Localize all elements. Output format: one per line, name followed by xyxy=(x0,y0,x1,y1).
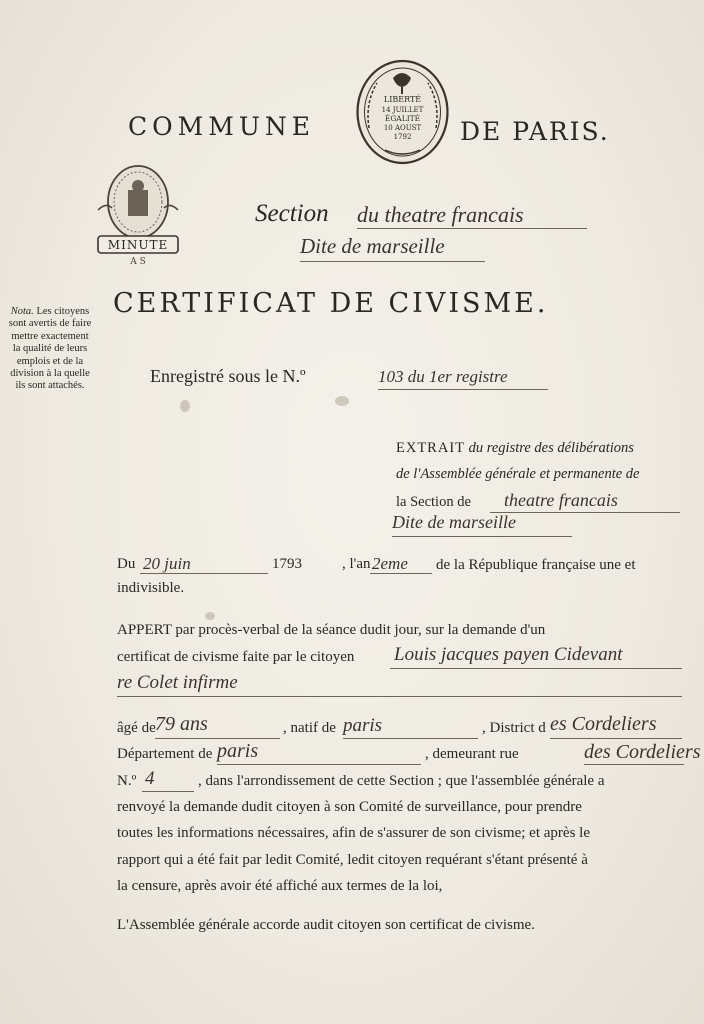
district-value: es Cordeliers xyxy=(550,713,657,735)
age-rule xyxy=(155,738,280,739)
body-appert: APPERT par procès-verbal de la séance dudit jour, sur la demande d'un xyxy=(117,622,546,638)
nota-sidebar xyxy=(8,306,92,393)
section-label: Section xyxy=(255,200,329,227)
header-de-paris: DE PARIS. xyxy=(460,117,610,146)
date-day-rule xyxy=(140,573,268,574)
date-du: Du xyxy=(117,556,136,572)
date-day-month: 20 juin xyxy=(143,554,191,573)
ink-blot xyxy=(180,400,190,412)
date-an-value: 2eme xyxy=(372,554,408,573)
svg-text:14 JUILLET: 14 JUILLET xyxy=(381,106,424,114)
svg-text:10 AOUST: 10 AOUST xyxy=(383,124,422,132)
section-dite-rule xyxy=(300,261,485,262)
extrait-line-2: de l'Assemblée générale et permanente de xyxy=(396,466,640,482)
number-label: N.º xyxy=(117,773,137,789)
extrait-line-3-label: la Section de xyxy=(396,494,471,510)
body-certif-label: certificat de civisme faite par le citoyen xyxy=(117,649,355,665)
street-value: des Cordeliers xyxy=(584,741,701,763)
body-line-11: toutes les informations nécessaires, afin de s'assurer de son civisme; et après le xyxy=(117,825,590,841)
district-rule xyxy=(550,738,682,739)
date-an-rule xyxy=(370,573,432,574)
body-line-14: L'Assemblée générale accorde audit citoyen son certificat de civisme. xyxy=(117,917,535,933)
nota-text: Les citoyens sont avertis de faire mettre exactement la qualité de leurs emplois et de la division à la quelle ils sont attachés. xyxy=(8,306,92,392)
section-dite: Dite de marseille xyxy=(300,234,445,258)
department-value: paris xyxy=(217,740,259,762)
natif-label: , natif de xyxy=(283,720,336,736)
minute-stamp-icon xyxy=(92,160,184,268)
registration-value: 103 du 1er registre xyxy=(378,367,508,386)
header-commune: COMMUNE xyxy=(128,112,316,141)
body-line-13: la censure, après avoir été affiché aux termes de la loi, xyxy=(117,878,443,894)
number-value: 4 xyxy=(145,768,155,789)
nota-lead: Nota. xyxy=(10,306,34,317)
body-line-9: , dans l'arrondissement de cette Section ; que l'assemblée générale a xyxy=(198,773,605,789)
natif-rule xyxy=(343,738,478,739)
body-line-12: rapport qui a été fait par ledit Comité, ledit citoyen requérant s'étant présenté à xyxy=(117,852,588,868)
citizen-name-rule xyxy=(390,668,682,669)
street-rule xyxy=(584,764,684,765)
registration-rule xyxy=(378,389,548,390)
district-label: , District d xyxy=(482,720,546,736)
svg-text:A S: A S xyxy=(130,257,146,267)
commune-seal-icon xyxy=(355,58,450,166)
section-name-rule xyxy=(357,228,587,229)
department-label: Département de xyxy=(117,746,213,762)
extrait-section-name: theatre francais xyxy=(504,490,618,510)
extrait-word: EXTRAIT xyxy=(396,440,466,456)
svg-text:ÉGALITÉ: ÉGALITÉ xyxy=(384,114,421,123)
ink-blot xyxy=(205,612,215,620)
svg-text:LIBERTÉ: LIBERTÉ xyxy=(383,95,422,104)
svg-text:1792: 1792 xyxy=(393,133,412,141)
date-year: 1793 xyxy=(272,556,302,572)
date-rest: de la République française une et xyxy=(436,557,636,573)
citizen-name: Louis jacques payen Cidevant xyxy=(394,644,623,665)
svg-text:MINUTE: MINUTE xyxy=(107,238,169,252)
extrait-dite-rule xyxy=(392,536,572,537)
section-name: du theatre francais xyxy=(357,202,524,227)
natif-value: paris xyxy=(343,715,383,736)
date-an-label: , l'an xyxy=(342,556,371,572)
age-value: 79 ans xyxy=(155,713,208,735)
street-label: , demeurant rue xyxy=(425,746,519,762)
extrait-section-rule xyxy=(490,512,680,513)
number-rule xyxy=(142,791,194,792)
extrait-line-1 xyxy=(396,440,634,457)
age-label: âgé de xyxy=(117,720,156,736)
extrait-section-dite: Dite de marseille xyxy=(392,512,516,532)
citizen-name-rule-2 xyxy=(117,696,682,697)
ink-blot xyxy=(335,396,349,406)
certificate-title: CERTIFICAT DE CIVISME. xyxy=(113,288,549,319)
body-line-10: renvoyé la demande dudit citoyen à son Comité de surveillance, pour prendre xyxy=(117,799,582,815)
extrait-line-1-rest: du registre des délibérations xyxy=(465,440,634,456)
registration-label: Enregistré sous le N.º xyxy=(150,366,306,386)
citizen-name-cont: re Colet infirme xyxy=(117,672,238,693)
date-line-2: indivisible. xyxy=(117,580,185,596)
department-rule xyxy=(217,764,421,765)
